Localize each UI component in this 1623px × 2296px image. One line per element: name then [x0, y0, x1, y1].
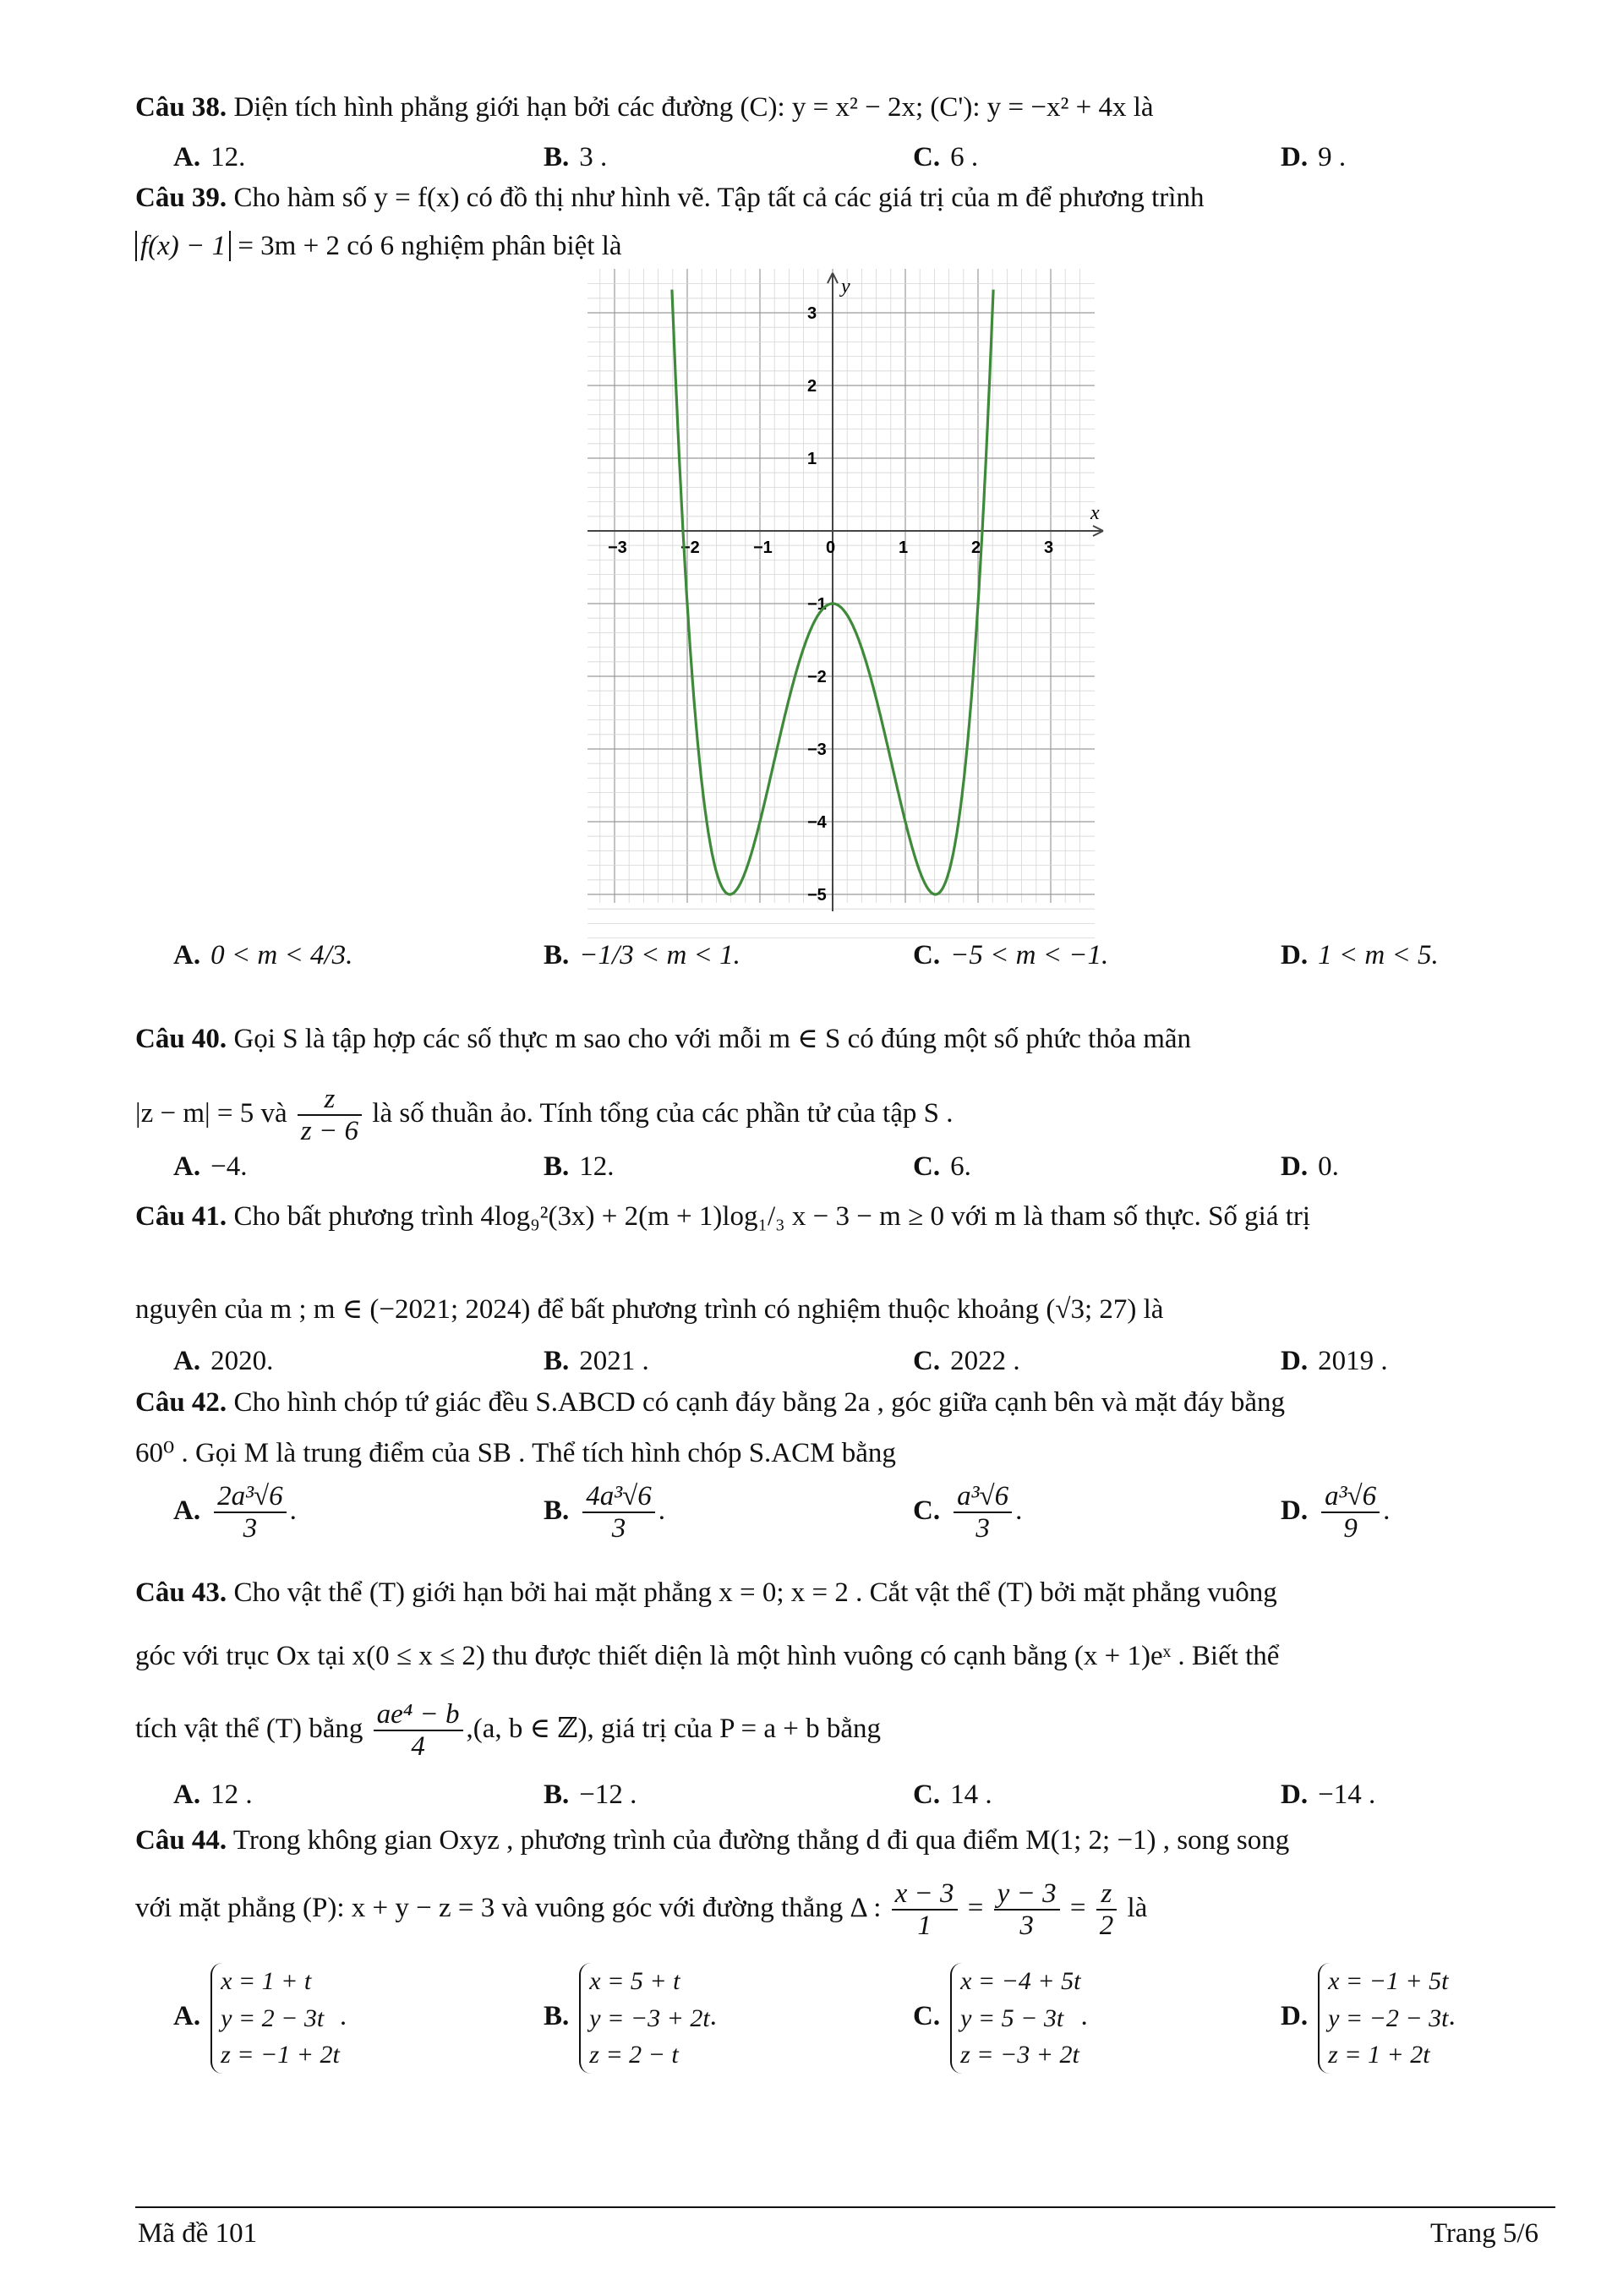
question-text: Trong không gian Oxyz , phương trình của đường thẳng d đi qua điểm M(1; 2; −1) , song song — [232, 1825, 1290, 1856]
x-tick-label: −3 — [608, 538, 627, 557]
y-tick-label: 3 — [807, 304, 817, 323]
option-c: C. 6. — [913, 1151, 971, 1182]
option-b: B. x = 5 + t y = −3 + 2t z = 2 − t . — [544, 1963, 717, 2074]
footer-divider — [135, 2206, 1555, 2208]
question-text-3b: ,(a, b ∈ ℤ), giá trị của P = a + b bằng — [466, 1713, 882, 1744]
question-41-line2 — [135, 1293, 1538, 1327]
fraction: $\frac{z}{z - 6}$ — [298, 1084, 362, 1147]
question-40-line2 — [135, 1084, 1538, 1147]
x-tick-label: −2 — [680, 538, 700, 557]
question-label: Câu 41. — [135, 1201, 227, 1232]
question-text: Cho bất phương trình 4log₉²(3x) + 2(m + 1)log₁/₃ x − 3 − m ≥ 0 với m là tham số thực. Số giá trị — [233, 1201, 1311, 1232]
option-c: C. $\frac{\text{a³√6}}{3}$ . — [913, 1481, 1023, 1544]
fraction: $\frac{\text{ae⁴ − b}}{4}$ — [374, 1699, 463, 1763]
y-tick-label: −1 — [807, 595, 827, 614]
question-label: Câu 44. — [135, 1825, 227, 1856]
question-44 — [135, 1824, 1538, 1858]
y-tick-label: 1 — [807, 450, 817, 468]
question-label: Câu 39. — [135, 183, 227, 213]
question-text-2: góc với trục Ox tại x(0 ≤ x ≤ 2) thu được thiết diện là một hình vuông có cạnh bằng (x + 1)eˣ . Biết thể — [135, 1641, 1280, 1671]
question-41 — [135, 1200, 1538, 1234]
y-axis-label: y — [841, 276, 850, 298]
exam-code: Mã đề 101 — [138, 2218, 258, 2249]
question-text-2: 60⁰ . Gọi M là trung điểm của SB . Thể tích hình chóp S.ACM bằng — [135, 1438, 896, 1468]
y-tick-label: 2 — [807, 377, 817, 396]
question-text-2: = 3m + 2 có 6 nghiệm phân biệt là — [238, 231, 622, 261]
y-tick-label: −2 — [807, 668, 827, 686]
question-40 — [135, 1023, 1538, 1057]
question-42 — [135, 1386, 1538, 1420]
option-b: B. $\frac{\text{4a³√6}}{3}$ . — [544, 1481, 666, 1544]
option-d: D. 0. — [1281, 1151, 1339, 1182]
question-44-line2: với mặt phẳng (P): x + y − z = 3 và vuông góc với đường thẳng Δ : $\frac{x - 3}{1}$ = $\frac{y - 3}{3}$ = $\frac{z}{2}$ là — [135, 1878, 1148, 1942]
question-text: Cho hình chóp tứ giác đều S.ABCD có cạnh đáy bằng 2a , góc giữa cạnh bên và mặt đáy bằng — [233, 1387, 1286, 1418]
x-tick-label: 2 — [971, 538, 981, 557]
question-label: Câu 38. — [135, 92, 227, 123]
option-a: A. 12. — [173, 142, 246, 172]
option-a: A. $\frac{\text{2a³√6}}{3}$ . — [173, 1481, 297, 1544]
question-text: Cho vật thể (T) giới hạn bởi hai mặt phẳng x = 0; x = 2 . Cắt vật thể (T) bởi mặt phẳng vuông — [233, 1577, 1277, 1608]
option-d: D. 2019 . — [1281, 1346, 1388, 1376]
option-b: B. −1/3 < m < 1. — [544, 940, 740, 970]
option-d: D. −14 . — [1281, 1779, 1376, 1810]
option-d: D. 9 . — [1281, 142, 1347, 172]
function-graph — [587, 269, 1120, 945]
question-42-line2 — [135, 1437, 1538, 1471]
question-text-3a: tích vật thể (T) bằng — [135, 1713, 363, 1744]
y-tick-label: −5 — [807, 886, 827, 905]
option-b: B. 12. — [544, 1151, 615, 1182]
option-d: D. 1 < m < 5. — [1281, 940, 1439, 970]
option-c: C. 14 . — [913, 1779, 992, 1810]
question-39 — [135, 182, 1538, 216]
question-text-2a: |z − m| = 5 và — [135, 1097, 287, 1129]
question-text: Diện tích hình phẳng giới hạn bởi các đường (C): y = x² − 2x; (C'): y = −x² + 4x là — [233, 92, 1154, 123]
option-a: A. 0 < m < 4/3. — [173, 940, 353, 970]
option-c: C. 6 . — [913, 142, 979, 172]
question-label: Câu 42. — [135, 1387, 227, 1418]
option-a: A. 12 . — [173, 1779, 253, 1810]
x-tick-label: 1 — [899, 538, 909, 557]
question-text: Gọi S là tập hợp các số thực m sao cho với mỗi m ∈ S có đúng một số phức thỏa mãn — [233, 1024, 1192, 1054]
option-a: A. −4. — [173, 1151, 248, 1182]
question-text-2b: là — [1127, 1892, 1148, 1923]
question-43-line3 — [135, 1699, 1538, 1763]
option-d: D. x = −1 + 5t y = −2 − 3t z = 1 + 2t . — [1281, 1963, 1456, 2074]
option-b: B. −12 . — [544, 1779, 637, 1810]
question-text-2b: là số thuần ảo. Tính tổng của các phần tử của tập S . — [372, 1097, 954, 1129]
question-43 — [135, 1577, 1538, 1610]
option-b: B. 3 . — [544, 142, 608, 172]
question-43-line2 — [135, 1640, 1538, 1674]
x-tick-label: 0 — [826, 538, 836, 557]
question-text-2: nguyên của m ; m ∈ (−2021; 2024) để bất phương trình có nghiệm thuộc khoảng (√3; 27) là — [135, 1294, 1164, 1325]
option-c: C. 2022 . — [913, 1346, 1020, 1376]
page-number: Trang 5/6 — [1429, 2218, 1538, 2249]
option-b: B. 2021 . — [544, 1346, 649, 1376]
x-tick-label: −1 — [753, 538, 773, 557]
option-c: C. −5 < m < −1. — [913, 940, 1109, 970]
question-label: Câu 40. — [135, 1024, 227, 1054]
fraction-1: $\frac{x - 3}{1}$ — [892, 1878, 958, 1942]
question-39-line2 — [135, 230, 1538, 264]
option-a: A. 2020. — [173, 1346, 274, 1376]
fraction-3: $\frac{z}{2}$ — [1096, 1878, 1118, 1942]
option-a: A. x = 1 + t y = 2 − 3t z = −1 + 2t . — [173, 1963, 347, 2074]
x-axis-label: x — [1090, 502, 1100, 524]
abs-expression: f(x) − 1 — [135, 231, 231, 261]
question-label: Câu 43. — [135, 1577, 227, 1608]
y-tick-label: −4 — [807, 813, 827, 832]
y-tick-label: −3 — [807, 741, 827, 759]
option-d: D. $\frac{\text{a³√6}}{9}$ . — [1281, 1481, 1391, 1544]
question-text: Cho hàm số y = f(x) có đồ thị như hình vẽ. Tập tất cả các giá trị của m để phương trình — [233, 183, 1205, 213]
option-c: C. x = −4 + 5t y = 5 − 3t z = −3 + 2t . — [913, 1963, 1088, 2074]
question-38 — [135, 91, 1538, 125]
fraction-2: $\frac{y - 3}{3}$ — [994, 1878, 1060, 1942]
x-tick-label: 3 — [1044, 538, 1054, 557]
question-text-2a: với mặt phẳng (P): x + y − z = 3 và vuông góc với đường thẳng Δ : — [135, 1892, 882, 1923]
